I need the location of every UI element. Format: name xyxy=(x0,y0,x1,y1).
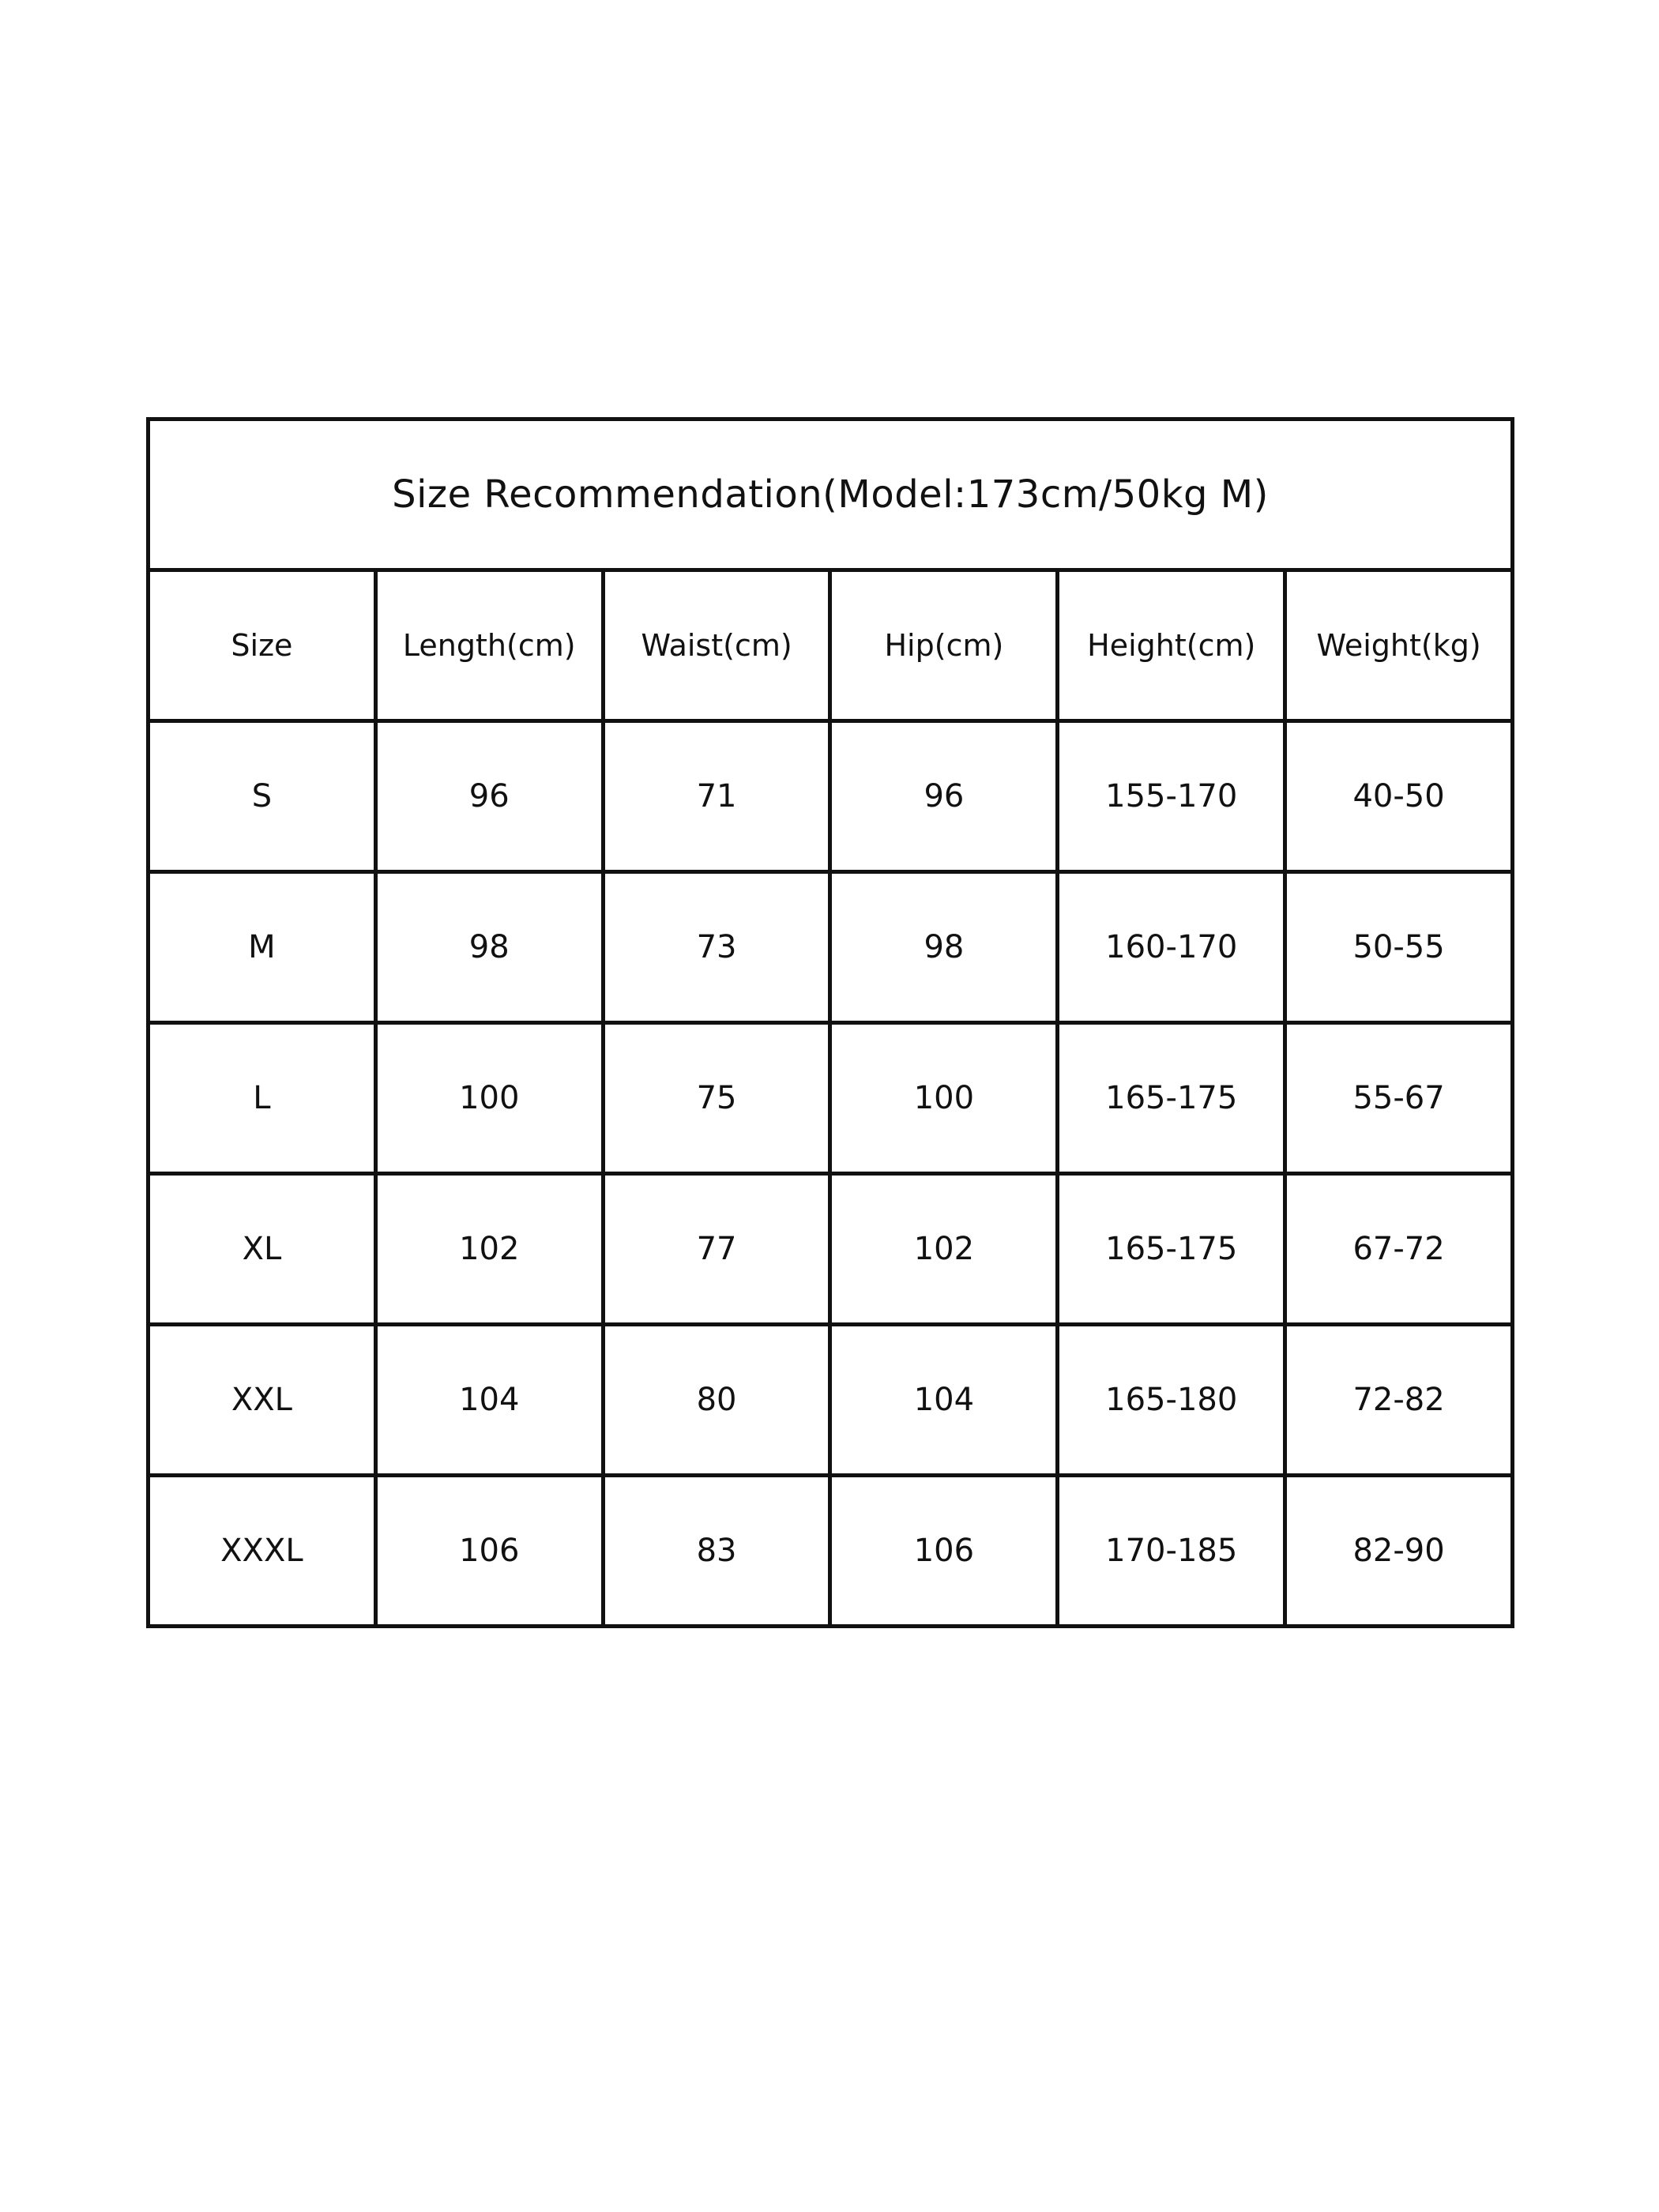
cell-weight: 50-55 xyxy=(1285,872,1513,1023)
cell-height: 165-175 xyxy=(1058,1174,1285,1325)
cell-length: 96 xyxy=(375,721,603,872)
cell-waist: 83 xyxy=(603,1476,830,1627)
header-row xyxy=(149,570,1513,721)
cell-height: 165-175 xyxy=(1058,1023,1285,1174)
column-header-length: Length(cm) xyxy=(375,570,603,721)
cell-hip: 104 xyxy=(830,1325,1058,1476)
cell-length: 106 xyxy=(375,1476,603,1627)
cell-weight: 55-67 xyxy=(1285,1023,1513,1174)
table-row xyxy=(149,872,1513,1023)
column-header-weight: Weight(kg) xyxy=(1285,570,1513,721)
cell-waist: 71 xyxy=(603,721,830,872)
cell-size: M xyxy=(149,872,376,1023)
cell-hip: 96 xyxy=(830,721,1058,872)
cell-weight: 72-82 xyxy=(1285,1325,1513,1476)
cell-length: 104 xyxy=(375,1325,603,1476)
cell-weight: 40-50 xyxy=(1285,721,1513,872)
cell-size: S xyxy=(149,721,376,872)
cell-hip: 102 xyxy=(830,1174,1058,1325)
table-title: Size Recommendation(Model:173cm/50kg M) xyxy=(149,419,1513,570)
cell-weight: 67-72 xyxy=(1285,1174,1513,1325)
table-row xyxy=(149,1023,1513,1174)
title-row xyxy=(149,419,1513,570)
cell-height: 155-170 xyxy=(1058,721,1285,872)
cell-waist: 77 xyxy=(603,1174,830,1325)
cell-height: 160-170 xyxy=(1058,872,1285,1023)
cell-size: XXL xyxy=(149,1325,376,1476)
cell-size: XXXL xyxy=(149,1476,376,1627)
column-header-hip: Hip(cm) xyxy=(830,570,1058,721)
cell-length: 98 xyxy=(375,872,603,1023)
cell-hip: 100 xyxy=(830,1023,1058,1174)
cell-waist: 80 xyxy=(603,1325,830,1476)
cell-size: XL xyxy=(149,1174,376,1325)
table-row xyxy=(149,1325,1513,1476)
column-header-waist: Waist(cm) xyxy=(603,570,830,721)
column-header-height: Height(cm) xyxy=(1058,570,1285,721)
table-row xyxy=(149,721,1513,872)
cell-size: L xyxy=(149,1023,376,1174)
cell-height: 165-180 xyxy=(1058,1325,1285,1476)
cell-length: 100 xyxy=(375,1023,603,1174)
table-row xyxy=(149,1174,1513,1325)
cell-length: 102 xyxy=(375,1174,603,1325)
size-chart-table xyxy=(146,417,1514,1628)
cell-weight: 82-90 xyxy=(1285,1476,1513,1627)
cell-height: 170-185 xyxy=(1058,1476,1285,1627)
cell-waist: 75 xyxy=(603,1023,830,1174)
column-header-size: Size xyxy=(149,570,376,721)
cell-hip: 98 xyxy=(830,872,1058,1023)
cell-waist: 73 xyxy=(603,872,830,1023)
table-row xyxy=(149,1476,1513,1627)
cell-hip: 106 xyxy=(830,1476,1058,1627)
